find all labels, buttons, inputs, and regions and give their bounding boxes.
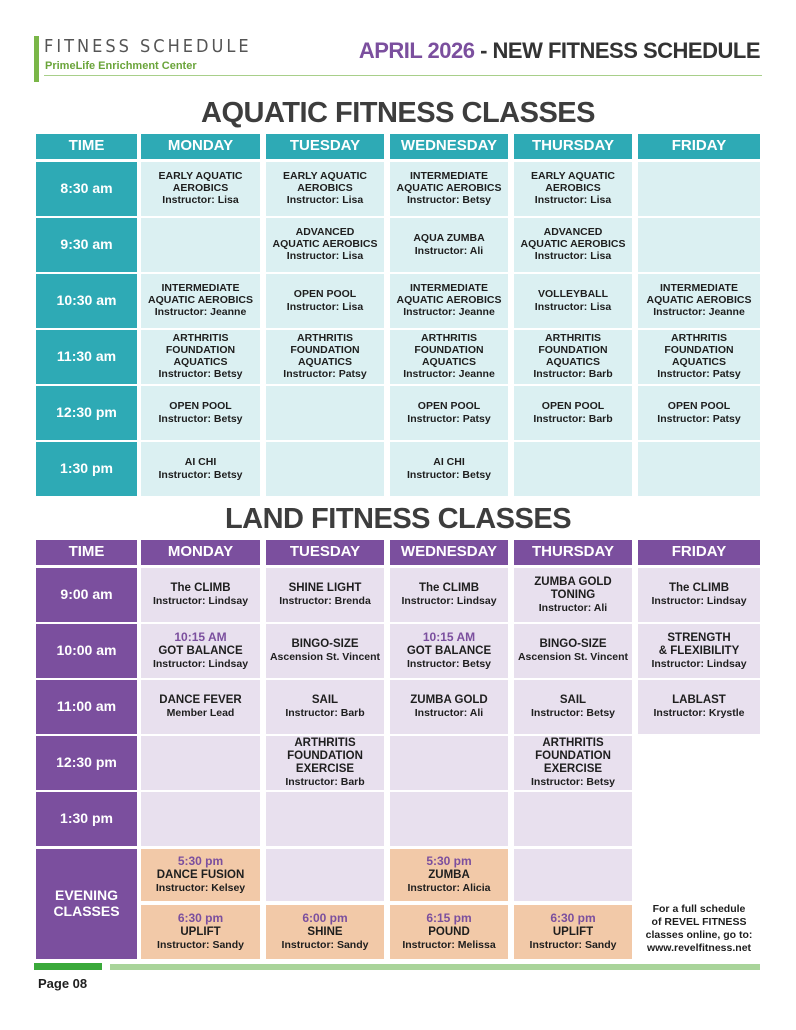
aquatic-header-tuesday [266, 134, 384, 159]
class-name: ZUMBA GOLD [410, 694, 488, 707]
evening-class-cell [390, 905, 508, 959]
class-name: ARTHRITIS [172, 332, 229, 344]
class-instructor: Instructor: Brenda [279, 595, 371, 608]
class-name: AQUATIC AEROBICS [646, 293, 752, 306]
class-instructor: Instructor: Ali [414, 707, 484, 720]
aquatic-empty-cell [638, 162, 760, 216]
class-instructor: Instructor: Jeanne [403, 306, 495, 319]
aquatic-class-cell [141, 162, 260, 216]
land-time-cell [36, 680, 137, 734]
class-name: The CLIMB [170, 582, 231, 595]
land-class-cell [638, 624, 760, 678]
class-instructor: Instructor: Betsy [530, 707, 615, 720]
class-time: 6:15 pm [426, 911, 472, 926]
class-name: AI CHI [184, 455, 217, 468]
aquatic-class-cell [141, 442, 260, 496]
land-header-thursday [514, 540, 632, 565]
class-name: & FLEXIBILITY [658, 644, 740, 657]
class-name: FOUNDATION AQUATICS [538, 343, 608, 368]
class-name: ZUMBA GOLD [534, 575, 612, 588]
class-instructor: Member Lead [166, 707, 235, 720]
class-name: OPEN POOL [293, 287, 357, 300]
land-class-cell [390, 568, 508, 622]
aquatic-class-cell [390, 274, 508, 328]
aquatic-header-friday [638, 134, 760, 159]
class-time: 5:30 pm [177, 854, 224, 869]
aquatic-header-time [36, 134, 137, 159]
class-name: SAIL [559, 694, 587, 707]
aquatic-empty-cell [266, 442, 384, 496]
aquatic-empty-cell [514, 442, 632, 496]
evening-class-cell [141, 905, 260, 959]
class-instructor: Ascension St. Vincent [269, 651, 381, 664]
class-instructor: Instructor: Betsy [406, 468, 491, 481]
class-name: OPEN POOL [169, 399, 232, 412]
class-name: SHINE [307, 925, 343, 938]
class-name: EARLY AQUATIC [158, 169, 243, 182]
column-header: TIME [68, 543, 105, 561]
class-name: GOT BALANCE [158, 644, 243, 657]
aquatic-class-cell [514, 330, 632, 384]
class-name: AQUATIC AEROBICS [272, 237, 378, 250]
aquatic-class-cell [638, 386, 760, 440]
class-name: FOUNDATION AQUATICS [414, 343, 484, 368]
class-name: SHINE LIGHT [288, 582, 362, 595]
class-instructor: Instructor: Kelsey [155, 881, 246, 894]
class-name: ARTHRITIS [297, 332, 353, 344]
column-header: FRIDAY [671, 543, 727, 561]
aquatic-class-cell [390, 386, 508, 440]
class-instructor: Instructor: Betsy [406, 657, 491, 670]
time-label: 1:30 pm [60, 460, 113, 477]
class-instructor: Instructor: Betsy [158, 368, 243, 381]
class-name: ADVANCED [543, 225, 603, 238]
aquatic-empty-cell [638, 442, 760, 496]
time-label: 11:00 am [56, 698, 117, 715]
aquatic-header-thursday [514, 134, 632, 159]
land-empty-cell [390, 736, 508, 790]
land-class-cell [141, 680, 260, 734]
aquatic-empty-cell [638, 218, 760, 272]
class-instructor: Instructor: Lisa [534, 300, 612, 313]
aquatic-time-cell [36, 442, 137, 496]
land-class-cell [266, 624, 384, 678]
aquatic-class-cell [390, 218, 508, 272]
aquatic-class-cell [514, 386, 632, 440]
class-name: ARTHRITIS [294, 737, 356, 750]
note-line: For a full schedule [652, 903, 746, 915]
land-time-cell [36, 624, 137, 678]
aquatic-class-cell [266, 162, 384, 216]
land-class-cell [638, 568, 760, 622]
class-time: 6:00 pm [302, 911, 348, 926]
time-label: 9:30 am [60, 236, 113, 253]
column-header: TIME [68, 137, 105, 155]
class-name: TONING [550, 588, 596, 601]
land-header-monday [141, 540, 260, 565]
class-instructor: Instructor: Patsy [283, 368, 367, 381]
class-name: AQUATIC AEROBICS [520, 237, 626, 250]
class-name: The CLIMB [668, 582, 730, 595]
class-instructor: Instructor: Barb [285, 707, 365, 720]
class-name: ADVANCED [295, 225, 355, 238]
evening-class-cell [514, 905, 632, 959]
class-instructor: Instructor: Lisa [534, 194, 612, 207]
class-name: ARTHRITIS [421, 332, 477, 344]
header-schedule-label: - NEW FITNESS SCHEDULE [474, 38, 760, 63]
class-instructor: Instructor: Patsy [657, 368, 741, 381]
class-time: 10:15 AM [174, 630, 227, 645]
class-name: OPEN POOL [541, 399, 605, 412]
aquatic-empty-cell [266, 386, 384, 440]
class-instructor: Instructor: Ali [414, 244, 484, 257]
class-name: AEROBICS [297, 181, 353, 194]
class-instructor: Instructor: Jeanne [154, 306, 247, 319]
class-name: AEROBICS [545, 181, 601, 194]
time-label: EVENING CLASSES [53, 887, 120, 919]
column-header: FRIDAY [671, 137, 727, 155]
class-instructor: Instructor: Barb [533, 368, 613, 381]
header-accent-bar [34, 36, 39, 82]
class-name: INTERMEDIATE [660, 281, 738, 294]
land-section-title: LAND FITNESS CLASSES [224, 503, 572, 535]
class-name: ARTHRITIS [671, 332, 727, 344]
aquatic-time-cell [36, 274, 137, 328]
class-name: AQUATIC AEROBICS [396, 181, 502, 194]
land-class-cell [266, 736, 384, 790]
land-header-time [36, 540, 137, 565]
class-name: AQUATIC AEROBICS [396, 293, 502, 306]
class-name: UPLIFT [552, 925, 594, 938]
page-number: Page 08 [38, 976, 88, 991]
aquatic-class-cell [266, 274, 384, 328]
column-header: MONDAY [167, 137, 234, 155]
land-class-cell [514, 624, 632, 678]
land-empty-cell [390, 792, 508, 846]
class-time: 5:30 pm [426, 854, 472, 869]
column-header: MONDAY [167, 543, 234, 561]
class-instructor: Instructor: Betsy [158, 412, 243, 425]
class-name: ARTHRITIS [545, 332, 601, 344]
aquatic-class-cell [514, 162, 632, 216]
time-label: 9:00 am [60, 586, 113, 603]
aquatic-class-cell [514, 274, 632, 328]
class-instructor: Instructor: Lindsay [401, 595, 497, 608]
class-name: AQUA ZUMBA [413, 231, 485, 244]
class-name: OPEN POOL [417, 399, 481, 412]
time-label: 12:30 pm [56, 754, 117, 771]
class-instructor: Instructor: Lisa [286, 300, 364, 313]
column-header: WEDNESDAY [400, 543, 498, 561]
evening-class-cell [390, 849, 508, 901]
class-name: BINGO-SIZE [291, 638, 359, 651]
land-header-tuesday [266, 540, 384, 565]
aquatic-class-cell [638, 330, 760, 384]
land-time-cell [36, 736, 137, 790]
class-name: BINGO-SIZE [539, 638, 607, 651]
class-instructor: Instructor: Betsy [530, 775, 615, 788]
land-empty-cell [141, 736, 260, 790]
land-class-cell [390, 624, 508, 678]
class-name: INTERMEDIATE [410, 169, 488, 182]
time-label: 8:30 am [60, 180, 113, 197]
header-divider [44, 75, 762, 76]
column-header: TUESDAY [289, 137, 361, 155]
class-instructor: Instructor: Lisa [286, 194, 364, 207]
class-instructor: Ascension St. Vincent [517, 651, 629, 664]
aquatic-class-cell [266, 218, 384, 272]
time-label: 10:00 am [56, 642, 117, 659]
class-name: UPLIFT [180, 925, 221, 938]
aquatic-time-cell [36, 330, 137, 384]
class-name: GOT BALANCE [406, 644, 492, 657]
land-class-cell [514, 568, 632, 622]
aquatic-class-cell [141, 330, 260, 384]
footer-divider [110, 964, 760, 970]
land-class-cell [141, 568, 260, 622]
class-name: FOUNDATION AQUATICS [165, 343, 236, 368]
land-class-cell [141, 624, 260, 678]
class-instructor: Instructor: Sandy [529, 938, 617, 951]
time-label: 12:30 pm [56, 404, 117, 421]
class-time: 6:30 pm [550, 911, 596, 926]
footer-accent-bar [34, 963, 102, 970]
class-instructor: Instructor: Lindsay [651, 657, 747, 670]
class-name: FOUNDATION AQUATICS [664, 343, 734, 368]
time-label: 10:30 am [56, 292, 117, 309]
class-name: AEROBICS [172, 181, 229, 194]
class-name: EARLY AQUATIC [282, 169, 367, 182]
class-name: FOUNDATION EXERCISE [287, 750, 363, 776]
land-time-cell [36, 568, 137, 622]
land-class-cell [390, 680, 508, 734]
header-schedule-title [359, 38, 760, 64]
note-line: classes online, go to: [645, 929, 753, 942]
class-name: DANCE FUSION [156, 868, 245, 881]
column-header: THURSDAY [532, 543, 614, 561]
column-header: THURSDAY [532, 137, 614, 155]
class-time: 6:30 pm [177, 911, 224, 926]
time-label: 11:30 am [56, 348, 117, 365]
aquatic-class-cell [638, 274, 760, 328]
class-instructor: Instructor: Alicia [407, 881, 491, 894]
header-title: FITNESS SCHEDULE [44, 36, 252, 57]
aquatic-class-cell [390, 162, 508, 216]
aquatic-empty-cell [141, 218, 260, 272]
class-instructor: Instructor: Lindsay [651, 595, 747, 608]
class-name: VOLLEYBALL [538, 287, 608, 300]
time-label: 1:30 pm [60, 810, 113, 827]
class-name: FOUNDATION AQUATICS [290, 343, 360, 368]
class-instructor: Instructor: Lindsay [152, 657, 249, 670]
evening-class-cell [266, 905, 384, 959]
aquatic-class-cell [514, 218, 632, 272]
class-name: INTERMEDIATE [410, 281, 488, 294]
land-class-cell [266, 568, 384, 622]
class-instructor: Instructor: Barb [285, 775, 365, 788]
note-line: of REVEL FITNESS [651, 916, 747, 929]
class-name: AI CHI [433, 455, 465, 468]
class-instructor: Instructor: Sandy [281, 938, 369, 951]
evening-empty-cell [514, 849, 632, 901]
aquatic-time-cell [36, 386, 137, 440]
class-name: STRENGTH [667, 631, 731, 644]
class-instructor: Instructor: Jeanne [653, 306, 745, 319]
aquatic-header-monday [141, 134, 260, 159]
class-instructor: Instructor: Ali [538, 601, 608, 614]
aquatic-section-title: AQUATIC FITNESS CLASSES [201, 97, 595, 129]
aquatic-time-cell [36, 218, 137, 272]
class-instructor: Instructor: Sandy [157, 938, 244, 951]
class-name: FOUNDATION EXERCISE [535, 750, 611, 776]
class-name: EARLY AQUATIC [530, 169, 615, 182]
land-empty-cell [514, 792, 632, 846]
land-class-cell [638, 680, 760, 734]
class-instructor: Instructor: Betsy [158, 468, 243, 481]
land-time-cell [36, 792, 137, 846]
land-header-wednesday [390, 540, 508, 565]
land-class-cell [514, 736, 632, 790]
aquatic-header-wednesday [390, 134, 508, 159]
class-name: LABLAST [672, 694, 726, 707]
aquatic-class-cell [141, 386, 260, 440]
online-schedule-note [638, 903, 760, 956]
class-instructor: Instructor: Patsy [407, 412, 491, 425]
website-link[interactable]: www.revelfitness.net [646, 942, 752, 955]
class-instructor: Instructor: Patsy [657, 412, 741, 425]
class-instructor: Instructor: Melissa [402, 938, 496, 951]
class-name: ARTHRITIS [542, 737, 604, 750]
class-name: DANCE FEVER [159, 694, 242, 707]
aquatic-class-cell [266, 330, 384, 384]
class-instructor: Instructor: Lisa [162, 194, 239, 207]
class-instructor: Instructor: Barb [533, 412, 613, 425]
aquatic-class-cell [390, 330, 508, 384]
class-instructor: Instructor: Lindsay [152, 595, 249, 608]
class-name: ZUMBA [428, 868, 470, 881]
evening-classes-label [36, 849, 137, 959]
land-empty-cell [266, 792, 384, 846]
class-instructor: Instructor: Betsy [406, 194, 491, 207]
aquatic-class-cell [141, 274, 260, 328]
class-name: SAIL [311, 694, 339, 707]
evening-class-cell [141, 849, 260, 901]
column-header: TUESDAY [289, 543, 361, 561]
header-subtitle: PrimeLife Enrichment Center [45, 60, 197, 72]
aquatic-time-cell [36, 162, 137, 216]
class-name: The CLIMB [418, 582, 480, 595]
evening-empty-cell [266, 849, 384, 901]
land-empty-cell [141, 792, 260, 846]
class-name: OPEN POOL [667, 399, 731, 412]
class-name: POUND [428, 925, 470, 938]
land-header-friday [638, 540, 760, 565]
class-instructor: Instructor: Lisa [534, 250, 612, 263]
aquatic-class-cell [390, 442, 508, 496]
class-name: AQUATIC AEROBICS [148, 293, 253, 306]
class-name: INTERMEDIATE [161, 281, 240, 294]
class-instructor: Instructor: Lisa [286, 250, 364, 263]
class-time: 10:15 AM [422, 630, 476, 645]
class-instructor: Instructor: Krystle [653, 707, 745, 720]
column-header: WEDNESDAY [400, 137, 498, 155]
land-class-cell [266, 680, 384, 734]
header-month: APRIL 2026 [358, 38, 475, 63]
class-instructor: Instructor: Jeanne [403, 368, 495, 381]
land-class-cell [514, 680, 632, 734]
